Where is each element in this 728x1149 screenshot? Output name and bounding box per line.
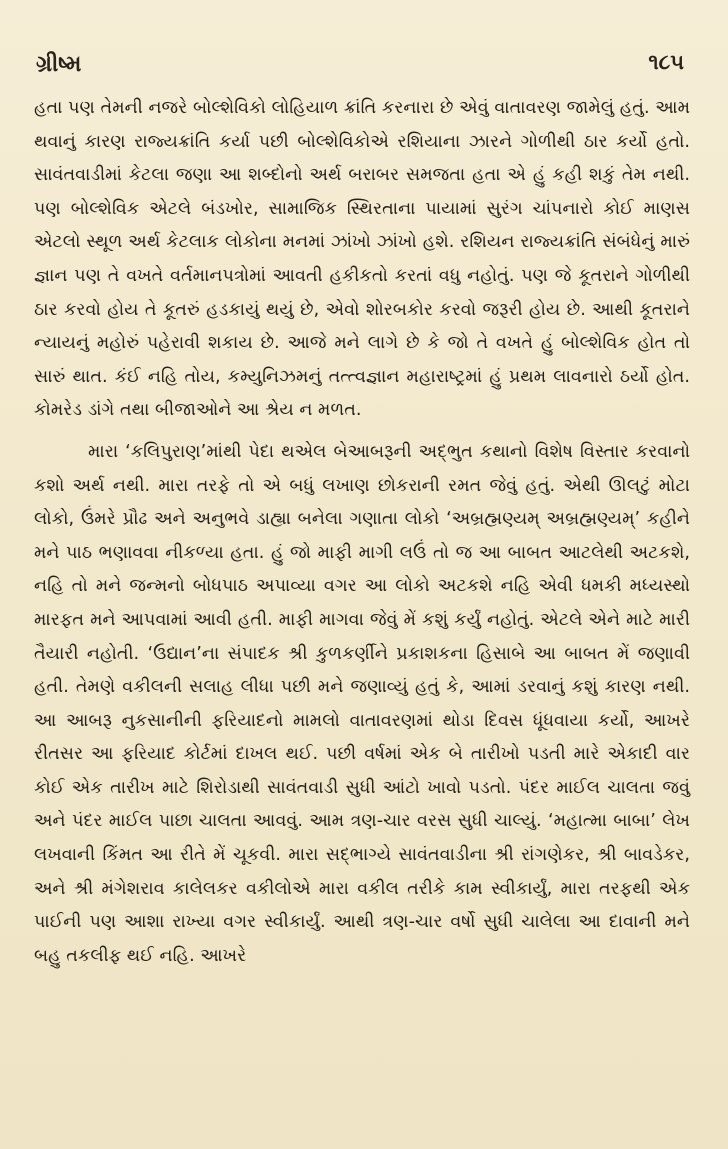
running-head: ગ્રીષ્મ — [36, 52, 82, 77]
body-text — [34, 92, 690, 973]
paragraph-2: મારા ‘કલિપુરાણ’માંથી પેદા થએલ બેઆબરૂની અદ્ભુત કથાનો વિશેષ વિસ્તાર કરવાનો કશો અર્થ નથી. મારા તરફે તો એ બધું લખાણ છોકરાની રમત જેવું હતું. એથી ઊલટું મોટા લોકો, ઉંમરે પ્રૌઢ અને અનુભવે ડાહ્યા બનેલા ગણાતા લોકો ‘અબ્રહ્મણ્યમ્ અબ્રહ્મણ્યમ્’ કહીને મને પાઠ ભણાવવા નીકળ્યા હતા. હું જો માફી માગી લઉં તો જ આ બાબત આટલેથી અટકશે, નહિ તો મને જન્મનો બોધપાઠ અપાવ્યા વગર આ લોકો અટકશે નહિ એવી ધમકી મધ્યસ્થો મારફત મને આપવામાં આવી હતી. માફી માગવા જેવું મેં કશું કર્યું નહોતું. એટલે એને માટે મારી તૈયારી નહોતી. ‘ઉદ્યાન’ના સંપાદક શ્રી કુળકર્ણીને પ્રકાશકના હિસાબે આ બાબત મેં જણાવી હતી. તેમણે વકીલની સલાહ લીધા પછી મને જણાવ્યું હતું કે, આમાં ડરવાનું કશું કારણ નથી. આ આબરૂ નુકસાનીની ફરિયાદનો મામલો વાતાવરણમાં થોડા દિવસ ધૂંધવાયા કર્યો, આખરે રીતસર આ ફરિયાદ કોર્ટમાં દાખલ થઈ. પછી વર્ષમાં એક બે તારીખો પડતી મારે એકાદી વાર કોઈ એક તારીખ માટે શિરોડાથી સાવંતવાડી સુધી આંટો ખાવો પડતો. પંદર માઈલ ચાલતા જવું અને પંદર માઈલ પાછા ચાલતા આવવું. આમ ત્રણ-ચાર વરસ સુધી ચાલ્યું. ‘મહાત્મા બાબા’ લેખ લખવાની કિંમત આ રીતે મેં ચૂકવી. મારા સદ્ભાગ્યે સાવંતવાડીના શ્રી રાંગણેકર, શ્રી બાવડેકર, અને શ્રી મંગેશરાવ કાલેલકર વકીલોએ મારા વકીલ તરીકે કામ સ્વીકાર્યું, મારા તરફથી એક પાઈની પણ આશા રાખ્યા વગર સ્વીકાર્યું. આથી ત્રણ-ચાર વર્ષો સુધી ચાલેલા આ દાવાની મને બહુ તકલીફ થઈ નહિ. આખરે — [34, 441, 690, 966]
paragraph-1: હતા પણ તેમની નજરે બોલ્શેવિકો લોહિયાળ ક્રાંતિ કરનારા છે એવું વાતાવરણ જામેલું હતું. આમ થવાનું કારણ રાજ્યક્રાંતિ કર્યા પછી બોલ્શેવિકોએ રશિયાના ઝારને ગોળીથી ઠાર કર્યો હતો. સાવંતવાડીમાં કેટલા જણા આ શબ્દોનો અર્થ બરાબર સમજતા હતા એ હું કહી શકું તેમ નથી. પણ બોલ્શેવિક એટલે બંડખોર, સામાજિક સ્થિરતાના પાયામાં સુરંગ ચાંપનારો કોઈ માણસ એટલો સ્થૂળ અર્થ કેટલાક લોકોના મનમાં ઝાંખો ઝાંખો હશે. રશિયન રાજ્યક્રાંતિ સંબંધેનું મારું જ્ઞાન પણ તે વખતે વર્તમાનપત્રોમાં આવતી હકીકતો કરતાં વધુ નહોતું. પણ જે કૂતરાને ગોળીથી ઠાર કરવો હોય તે કૂતરું હડકાયું થયું છે, એવો શોરબકોર કરવો જરૂરી હોય છે. આથી કૂતરાને ન્યાયનું મહોરું પહેરાવી શકાય છે. આજે મને લાગે છે કે જો તે વખતે હું બોલ્શેવિક હોત તો સારું થાત. કંઈ નહિ તોય, કમ્યુનિઝમનું તત્ત્વજ્ઞાન મહારાષ્ટ્રમાં હું પ્રથમ લાવનારો ઠર્યો હોત. કોમરેડ ડાંગે તથા બીજાઓને આ શ્રેય ન મળત. — [34, 98, 690, 421]
page-number: ૧૮૫ — [648, 50, 684, 74]
